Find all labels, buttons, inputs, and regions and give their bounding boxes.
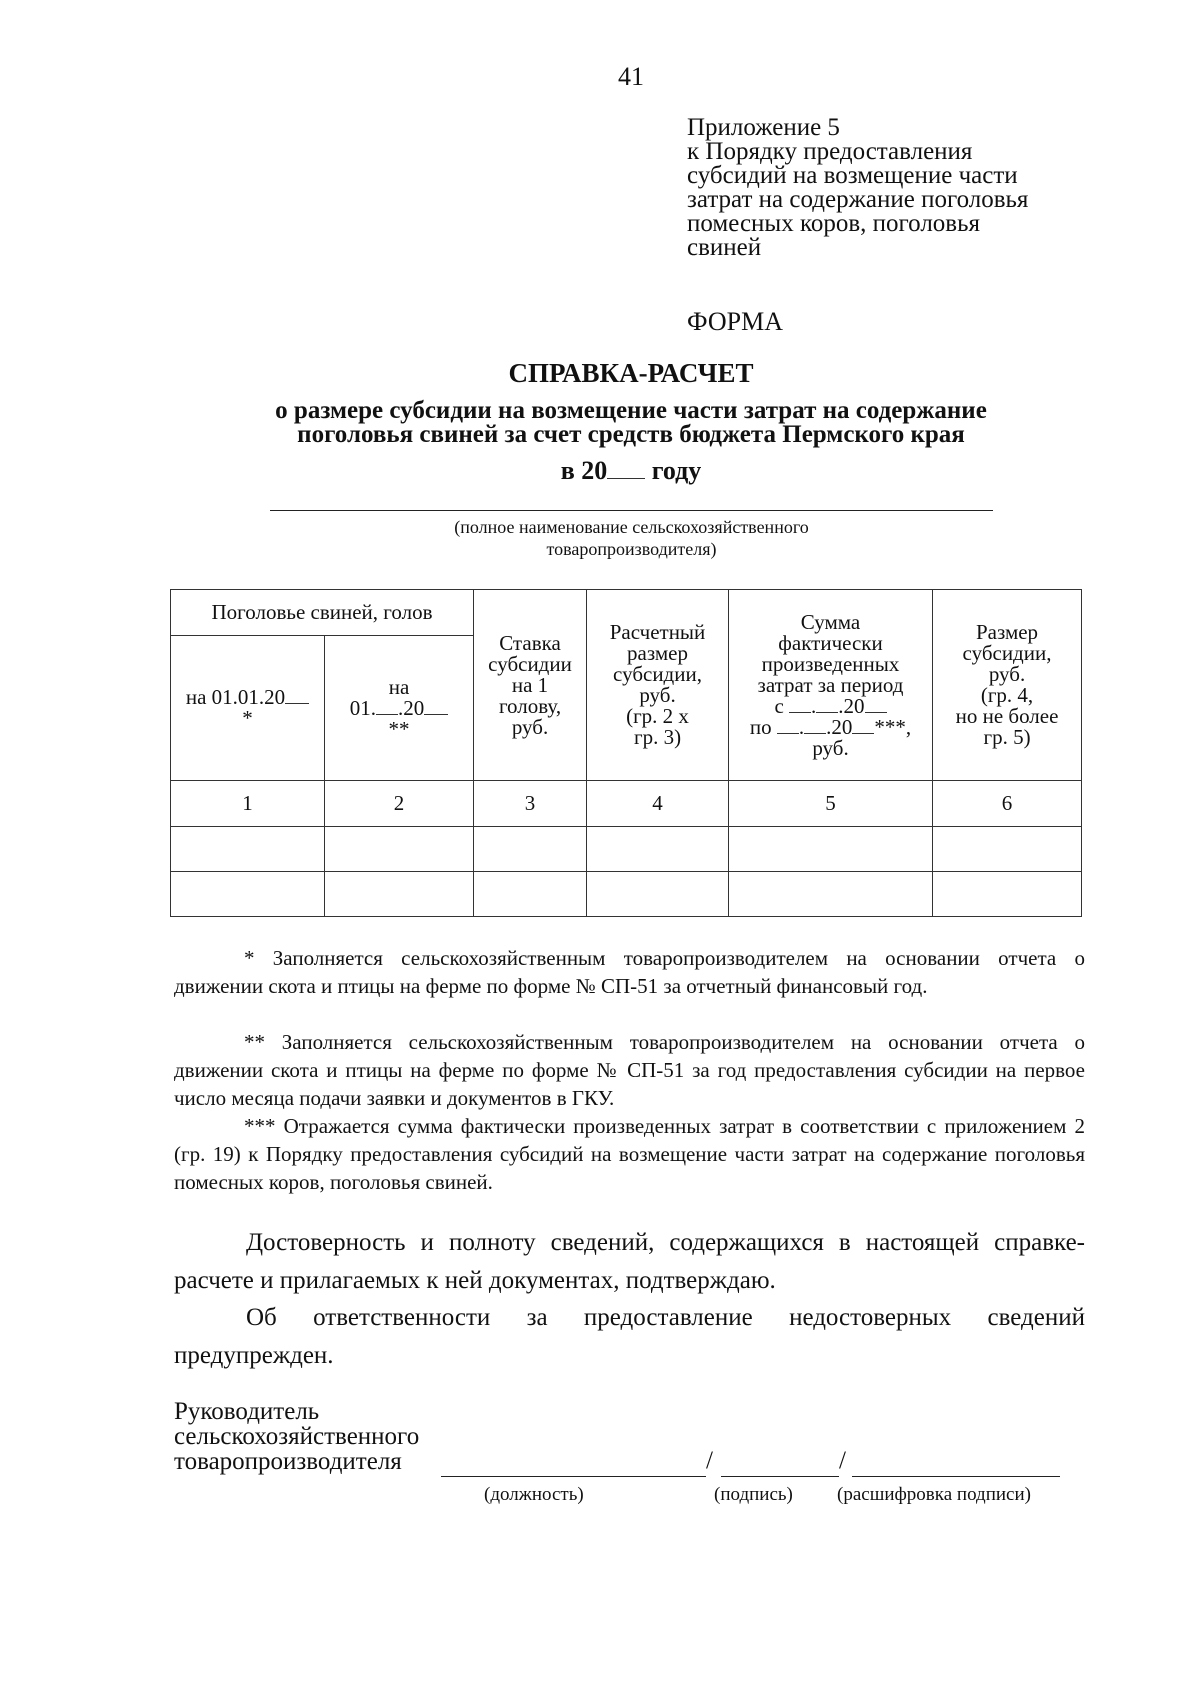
table-cell[interactable] xyxy=(933,872,1082,917)
table-cell[interactable] xyxy=(171,872,325,917)
column-number: 6 xyxy=(933,781,1082,827)
header-headcount-current xyxy=(325,636,474,781)
header-line: руб. xyxy=(812,735,849,760)
appendix-line: субсидий на возмещение части xyxy=(687,162,1018,189)
period-to-year-blank[interactable] xyxy=(852,733,874,734)
producer-name-field[interactable] xyxy=(270,510,993,511)
table-cell[interactable] xyxy=(587,827,729,872)
signature-caption: (подпись) xyxy=(714,1484,793,1505)
header-line: гр. 5) xyxy=(983,725,1031,749)
header-line: на 1 xyxy=(511,672,549,697)
date-year-prefix: .20 xyxy=(398,695,425,720)
period-from-year-blank[interactable] xyxy=(865,712,887,713)
year-line xyxy=(0,456,1200,486)
header-headcount-start-year xyxy=(171,636,325,781)
table-cell[interactable] xyxy=(933,827,1082,872)
header-period-to: по . .20 ***, xyxy=(749,714,912,739)
liability-statement: Об ответственности за предоставление недостоверных сведений предупрежден. xyxy=(174,1304,1085,1369)
header-line: размер xyxy=(627,641,688,665)
date-prefix: на 01.01.20 xyxy=(185,685,286,709)
header-period-from: с . .20 xyxy=(732,696,929,717)
footnote-mark: ** xyxy=(388,716,410,741)
header-pig-headcount: Поголовье свиней, голов xyxy=(171,590,474,636)
header-line: гр. 3) xyxy=(633,725,682,749)
signer-line: сельскохозяйственного xyxy=(174,1423,420,1450)
period-to-year-prefix: .20 xyxy=(826,714,853,739)
table-cell[interactable] xyxy=(729,872,933,917)
footnote-mark: *** xyxy=(874,714,906,739)
position-field[interactable] xyxy=(441,1476,706,1477)
certification-statement: Достоверность и полноту сведений, содержащихся в настоящей справке-расчете и прилагаемых к ней документах, подтверждаю. xyxy=(174,1229,1085,1294)
form-label: ФОРМА xyxy=(687,307,783,336)
document-subtitle xyxy=(180,399,1082,447)
header-line: произведенных xyxy=(761,651,900,676)
date-prefix: 01. xyxy=(349,695,376,720)
header-line: руб. xyxy=(639,683,676,707)
appendix-reference xyxy=(687,116,1157,260)
column-number: 2 xyxy=(325,781,474,827)
year-prefix: в 20 xyxy=(560,456,608,485)
caption-line: (полное наименование сельскохозяйственного xyxy=(454,517,809,537)
header-line: (гр. 2 х xyxy=(626,704,689,728)
footnote-mark: * xyxy=(242,706,253,730)
period-from-label: с xyxy=(774,693,784,718)
year-blank[interactable] xyxy=(607,478,645,479)
table-row xyxy=(171,872,1082,917)
signer-title xyxy=(174,1399,419,1474)
table-cell[interactable] xyxy=(729,827,933,872)
appendix-line: свиней xyxy=(687,234,762,261)
column-number: 3 xyxy=(474,781,587,827)
table-cell[interactable] xyxy=(325,827,474,872)
table-cell[interactable] xyxy=(325,872,474,917)
appendix-line: к Порядку предоставления xyxy=(687,138,973,165)
header-line: Размер xyxy=(975,620,1039,644)
header-line: руб. xyxy=(988,662,1026,686)
period-to-day-blank[interactable] xyxy=(777,733,799,734)
header-line: голову, xyxy=(498,693,562,718)
appendix-line: затрат на содержание поголовья xyxy=(687,186,1029,213)
header-line: руб. xyxy=(511,714,549,739)
appendix-line: Приложение 5 xyxy=(687,114,840,141)
table-cell[interactable] xyxy=(171,827,325,872)
period-to-month-blank[interactable] xyxy=(804,733,826,734)
footnote-1: * Заполняется сельскохозяйственным товаропроизводителем на основании отчета о движении скота и птицы на ферме по форме № СП-51 за отчетный финансовый год. xyxy=(174,946,1085,998)
subtitle-line: поголовья свиней за счет средств бюджета Пермского края xyxy=(297,421,965,448)
column-number: 4 xyxy=(587,781,729,827)
table-cell[interactable] xyxy=(587,872,729,917)
appendix-line: помесных коров, поголовья xyxy=(687,210,981,237)
header-line: фактически xyxy=(778,630,883,655)
header-line: затрат за период xyxy=(757,672,904,697)
page-number: 41 xyxy=(618,62,644,91)
header-line: но не более xyxy=(955,704,1059,728)
producer-name-caption xyxy=(380,516,883,560)
period-from-year-prefix: .20 xyxy=(838,693,865,718)
header-line: Расчетный xyxy=(609,620,706,644)
signer-line: товаропроизводителя xyxy=(174,1448,402,1475)
signer-line: Руководитель xyxy=(174,1398,320,1425)
header-calculated-amount xyxy=(587,590,729,781)
year-blank[interactable] xyxy=(424,714,448,715)
period-from-month-blank[interactable] xyxy=(816,712,838,713)
footnote-2: ** Заполняется сельскохозяйственным товаропроизводителем на основании отчета о движении скота и птицы на ферме по форме № СП-51 за год предоставления субсидии на первое число месяца подачи заявки и документов в ГКУ. xyxy=(174,1030,1085,1110)
header-line: Сумма xyxy=(800,609,861,634)
slash-separator: / xyxy=(706,1447,713,1474)
signature-field[interactable] xyxy=(721,1476,839,1477)
table-cell[interactable] xyxy=(474,872,587,917)
header-line: на xyxy=(388,674,410,699)
table-row xyxy=(171,827,1082,872)
calculation-table xyxy=(170,589,1082,917)
table-cell[interactable] xyxy=(474,827,587,872)
header-actual-costs xyxy=(729,590,933,781)
position-caption: (должность) xyxy=(484,1484,584,1505)
header-line: субсидии xyxy=(488,651,572,676)
period-to-label: по xyxy=(749,714,772,739)
caption-line: товаропроизводителя) xyxy=(546,539,717,559)
header-line: Ставка xyxy=(499,630,561,655)
header-line: (гр. 4, xyxy=(980,683,1034,707)
column-number: 1 xyxy=(171,781,325,827)
year-suffix: году xyxy=(651,456,702,485)
header-subsidy-amount xyxy=(933,590,1082,781)
signature-decoding-caption: (расшифровка подписи) xyxy=(837,1484,1031,1505)
signature-decoding-field[interactable] xyxy=(852,1476,1060,1477)
slash-separator: / xyxy=(839,1447,846,1474)
document-title: СПРАВКА-РАСЧЕТ xyxy=(508,358,754,388)
period-from-day-blank[interactable] xyxy=(789,712,811,713)
header-subsidy-rate xyxy=(474,590,587,781)
column-number: 5 xyxy=(729,781,933,827)
month-blank[interactable] xyxy=(376,714,398,715)
header-line: субсидии, xyxy=(962,641,1052,665)
footnote-3: *** Отражается сумма фактически произведенных затрат в соответствии с приложением 2 (гр. 19) к Порядку предоставления субсидий на возмещение части затрат на содержание поголовья помесных коров, поголовья свиней. xyxy=(174,1114,1085,1194)
subtitle-line: о размере субсидии на возмещение части затрат на содержание xyxy=(275,397,987,424)
header-line: субсидии, xyxy=(613,662,702,686)
year-blank[interactable] xyxy=(285,703,309,704)
